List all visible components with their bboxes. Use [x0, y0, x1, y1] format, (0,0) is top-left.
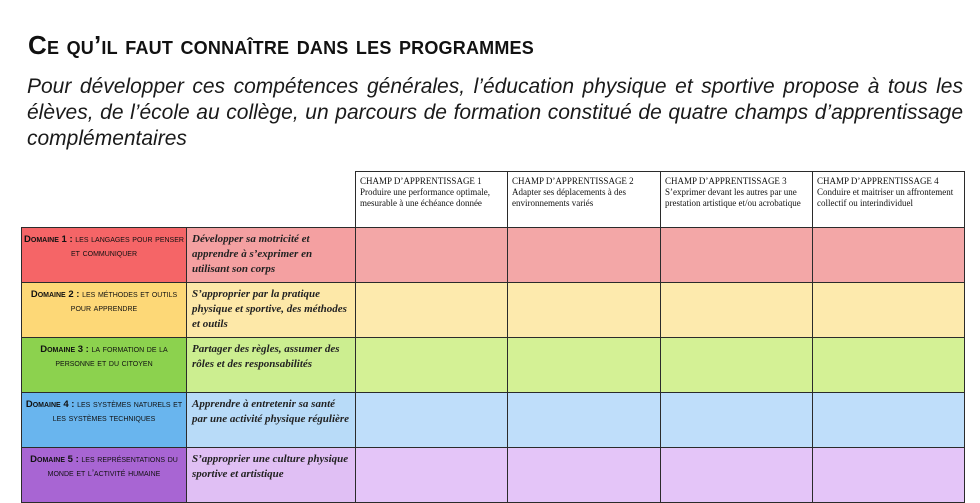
domaine-label-1: [22, 228, 187, 283]
champ-text: Produire une performance optimale, mesurable à une échéance donnée: [360, 187, 490, 208]
champ-header-4: [813, 172, 965, 228]
header-row: [22, 172, 965, 228]
table-cell: [661, 448, 813, 503]
page-title: Ce qu’il faut connaître dans les programmes: [28, 30, 534, 60]
table-cell: [661, 228, 813, 283]
domaine-number: Domaine 3 :: [40, 344, 89, 355]
domaine-name: les représentations du monde et l’activité humaine: [47, 454, 178, 479]
table-cell: [661, 283, 813, 338]
domaine-desc-3: Partager des règles, assumer des rôles et des responsabilités: [187, 338, 356, 393]
header-blank: [22, 172, 356, 228]
table-cell: [661, 393, 813, 448]
table-cell: [356, 338, 508, 393]
intro-paragraph: Pour développer ces compétences générales, l’éducation physique et sportive propose à tous les élèves, de l’école au collège, un parcours de formation constitué de quatre champs d’apprentissage complémentaires: [27, 75, 963, 150]
champ-label: CHAMP D’APPRENTISSAGE 2: [512, 176, 634, 186]
domaine-number: Domaine 1 :: [24, 234, 73, 245]
table-cell: [508, 228, 661, 283]
domaine-name: la formation de la personne et du citoyen: [55, 344, 168, 369]
programme-table: [21, 171, 965, 503]
champ-label: CHAMP D’APPRENTISSAGE 3: [665, 176, 787, 186]
table-cell: [813, 338, 965, 393]
table-cell: [813, 283, 965, 338]
champ-header-1: [356, 172, 508, 228]
domaine-label-5: [22, 448, 187, 503]
domaine-name: les langages pour penser et communiquer: [70, 234, 184, 259]
domaine-number: Domaine 2 :: [30, 289, 80, 300]
domaine-label-4: [22, 393, 187, 448]
table-cell: [813, 448, 965, 503]
domaine-number: Domaine 5 :: [30, 454, 79, 465]
table-cell: [508, 283, 661, 338]
table-row-domaine-3: [22, 338, 965, 393]
table-row-domaine-1: [22, 228, 965, 283]
domaine-number: Domaine 4 :: [25, 399, 75, 410]
table-cell: [356, 448, 508, 503]
champ-header-3: [661, 172, 813, 228]
table-cell: [661, 338, 813, 393]
table-cell: [508, 393, 661, 448]
champ-header-2: [508, 172, 661, 228]
table-cell: [356, 283, 508, 338]
table-cell: [508, 338, 661, 393]
table-cell: [813, 228, 965, 283]
domaine-name: les systèmes naturels et les systèmes techniques: [52, 399, 183, 424]
domaine-desc-4: Apprendre à entretenir sa santé par une activité physique régulière: [187, 393, 356, 448]
table-row-domaine-2: [22, 283, 965, 338]
table-row-domaine-4: [22, 393, 965, 448]
champ-label: CHAMP D’APPRENTISSAGE 1: [360, 176, 482, 186]
domaine-desc-2: S’approprier par la pratique physique et sportive, des méthodes et outils: [187, 283, 356, 338]
table-cell: [508, 448, 661, 503]
table-row-domaine-5: [22, 448, 965, 503]
champ-text: Conduire et maitriser un affrontement collectif ou interindividuel: [817, 187, 954, 208]
table-cell: [813, 393, 965, 448]
domaine-label-3: [22, 338, 187, 393]
champ-text: S’exprimer devant les autres par une prestation artistique et/ou acrobatique: [665, 187, 801, 208]
champ-label: CHAMP D’APPRENTISSAGE 4: [817, 176, 939, 186]
domaine-desc-5: S’approprier une culture physique sportive et artistique: [187, 448, 356, 503]
champ-text: Adapter ses déplacements à des environnements variés: [512, 187, 626, 208]
domaine-name: les méthodes et outils pour apprendre: [70, 289, 178, 314]
domaine-label-2: [22, 283, 187, 338]
domaine-desc-1: Développer sa motricité et apprendre à s’exprimer en utilisant son corps: [187, 228, 356, 283]
table-cell: [356, 393, 508, 448]
table-cell: [356, 228, 508, 283]
